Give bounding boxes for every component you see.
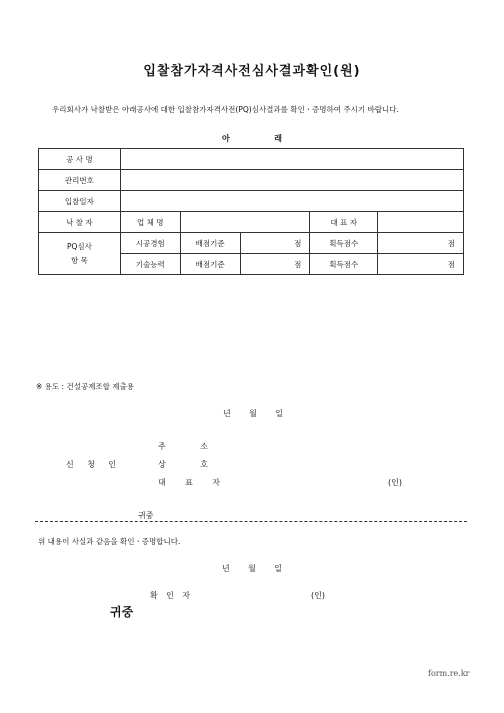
confirmer-seal: (인): [311, 591, 325, 600]
company-label: [158, 459, 208, 470]
bid-date-label: 입찰일자: [39, 191, 121, 212]
source-footer: form.re.kr: [428, 669, 470, 678]
pq-label-line: 항 목: [70, 256, 88, 265]
bid-date-cell[interactable]: [120, 191, 463, 212]
request-text: 우리회사가 낙찰받은 아래공사에 대한 입찰참가자격사전(PQ)심사결과를 확인ㆍ증명하여 주시기 바랍니다.: [52, 105, 399, 114]
cut-line: [35, 521, 467, 522]
allocated-score-label: 배점기준: [180, 254, 240, 275]
label-char: 자: [212, 478, 220, 487]
applicant-seal: (인): [388, 478, 402, 487]
below-char: 래: [274, 134, 282, 143]
obtained-score-label: 획득점수: [310, 233, 378, 254]
construction-exp-label: 시공경험: [120, 233, 180, 254]
date-char: 월: [248, 564, 256, 573]
allocated-score-cell[interactable]: 점: [240, 254, 310, 275]
representative-sign-label: [158, 477, 220, 488]
label-char: 인: [166, 591, 174, 600]
date-char: 일: [275, 409, 283, 418]
date-char: 일: [274, 564, 282, 573]
label-char: 대: [158, 478, 166, 487]
label-char: 자: [182, 591, 190, 600]
usage-note: ※ 용도 : 건설공제조합 제출용: [36, 382, 135, 391]
table-row: [39, 191, 464, 212]
label-char: 주: [158, 442, 166, 451]
obtained-score-cell[interactable]: 점: [378, 254, 464, 275]
addressee-1: 귀중: [138, 511, 154, 520]
application-date: [223, 408, 283, 419]
below-char: 아: [222, 134, 230, 143]
address-label: [158, 441, 208, 452]
representative-cell[interactable]: [378, 212, 464, 233]
company-name-label: 업 체 명: [120, 212, 180, 233]
winner-label: 낙 찰 자: [39, 212, 121, 233]
label-char: 인: [108, 460, 116, 469]
project-name-label: 공 사 명: [39, 149, 121, 170]
obtained-score-cell[interactable]: 점: [378, 233, 464, 254]
date-char: 월: [249, 409, 257, 418]
below-heading: [222, 133, 282, 144]
table-row: [39, 212, 464, 233]
table-row: [39, 149, 464, 170]
project-info-table: [38, 148, 464, 275]
date-char: 년: [223, 409, 231, 418]
table-row: [39, 233, 464, 254]
applicant-label: [66, 459, 116, 470]
tech-ability-label: 기술능력: [120, 254, 180, 275]
allocated-score-label: 배점기준: [180, 233, 240, 254]
pq-items-label: [39, 233, 121, 275]
label-char: 호: [200, 460, 208, 469]
label-char: 신: [66, 460, 74, 469]
management-no-label: 관리번호: [39, 170, 121, 191]
pq-label-line: PQ심사: [66, 242, 92, 251]
management-no-cell[interactable]: [120, 170, 463, 191]
label-char: 상: [158, 460, 166, 469]
label-char: 소: [200, 442, 208, 451]
project-name-cell[interactable]: [120, 149, 463, 170]
representative-label: 대 표 자: [310, 212, 378, 233]
company-name-cell[interactable]: [180, 212, 310, 233]
label-char: 확: [150, 591, 158, 600]
allocated-score-cell[interactable]: 점: [240, 233, 310, 254]
table-row: [39, 170, 464, 191]
confirmer-label: [150, 590, 190, 601]
confirmation-text: 위 내용이 사실과 같음을 확인ㆍ증명합니다.: [38, 537, 181, 546]
obtained-score-label: 획득점수: [310, 254, 378, 275]
label-char: 표: [185, 478, 193, 487]
label-char: 청: [87, 460, 95, 469]
document-title: 입찰참가자격사전심사결과확인(원): [143, 64, 361, 79]
addressee-2: 귀중: [110, 605, 134, 619]
confirmation-date: [222, 563, 282, 574]
date-char: 년: [222, 564, 230, 573]
